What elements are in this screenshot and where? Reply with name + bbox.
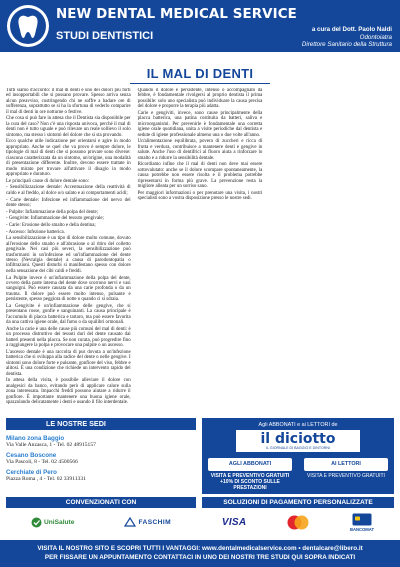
author-role: Odontoiatra (359, 33, 392, 41)
unisalute-logo (31, 517, 74, 528)
article-paragraph: Per maggiori informazioni o per prenotare una visita, i nostri specialisti sono a vostra disposizione presso le nostre sedi. (137, 190, 263, 202)
readers-offer-button[interactable]: AI LETTORI (304, 458, 388, 471)
office-address: Piazza Roma , 4 - Tel. 02 33911331 (6, 476, 86, 483)
tooth-logo-icon (6, 4, 50, 48)
article-paragraph: La sensibilizzazione è un tipo di dolore molto comune, dovuto all'erosione dello smalto e all'abrasione o al ritiro del colletto gengivale. Nei casi più severi, la sensibilizzazione può trasformarsi in un'infezione ed un'infiammazione del dente stesso (Nevralgia dentale) a causa di parodontopatia o infiltrazioni. Questi disturbi si manifestano spesso con dolore nella sensazione dei cibi caldi e freddi. (6, 236, 131, 274)
article-paragraph: Tutti siamo d'accordo: il mal di denti è uno dei dolori più forti ed insopportabili che si possano provare. Spesso arriva senza alcun preavviso, costringendo chi ne soffre a badare ore di sofferenza, soprattutto se si ha la sfortuna di vederlo comparire il mal di denti in ore notturne o festive. (6, 88, 131, 115)
article-paragraph: Le principali cause di dolore dentale sono: (6, 178, 90, 184)
footer-appointment-line: PER FISSARE UN APPUNTAMENTO CONTATTACI IN UNO DEI NOSTRI TRE STUDI QUI SOPRA INDICATI (44, 553, 356, 561)
author-name: a cura del Dott. Paolo Naldi (311, 26, 392, 33)
offices-list (6, 432, 196, 492)
visa-logo: VISA (221, 516, 247, 528)
partners-logos (6, 510, 196, 534)
bancomat-name: BANCOMAT (349, 526, 375, 532)
mastercard-circles-icon (286, 515, 310, 530)
subscribers-offer-text: VISITA E PREVENTIVO GRATUITI +10% DI SCONTO SULLE PRESTAZIONI (210, 473, 290, 492)
article-paragraph: Un'alimentazione equilibrata, povera di zuccheri e ricca di frutta e verdura, contribuisce a mantenere denti e gengive in salute. Anche l'uso di dentifrici al fluoro aiuta a rinforzare lo smalto e a ridurre la sensibilità dentale. (137, 139, 263, 161)
author-credit (302, 26, 392, 49)
diciotto-logo: il diciotto (260, 431, 336, 447)
page-header (0, 0, 400, 52)
article-paragraph: La Gengivite è un'infiammazione delle gengive, che si presentano rosse, gonfie e sanguinanti. La causa principale è l'accumulo di placca batterica e tartaro, ma può essere favorita da una cattiva igiene orale, dal fumo o da squilibri ormonali. (6, 304, 131, 326)
brand-name: NEW DENTAL MEDICAL SERVICE (56, 7, 297, 22)
office-item (6, 452, 196, 466)
article-paragraph: La Pulpite invece è un'infiammazione della polpa del dente, ovvero della parte interna del dente dove scorrono nervi e vasi sanguigni. Può essere causata da una carie profonda o da un trauma. Il dolore può essere molto intenso, pulsante e persistente, spesso peggiora di notte o quando ci si sdraia. (6, 275, 131, 303)
office-name: Cesano Boscone (6, 452, 57, 459)
article-paragraph: Anche la carie è una delle cause più comuni del mal di denti: è un processo distruttivo dei tessuti duri del dente causato dai batteri presenti nella placca. Se non curata, può progredire fino a raggiungere la polpa e provocare una pulpite o un ascesso. (6, 327, 131, 349)
payments-logos (202, 510, 394, 534)
office-address: Via Valle Anzasca, 1 - Tel. 02 48915157 (6, 442, 96, 449)
page-footer (0, 540, 400, 567)
faschim-logo (124, 517, 170, 527)
office-item (6, 469, 196, 483)
article-paragraph: - Gengivite: Infiammazione del tessuto gengivale; (6, 216, 104, 222)
article-paragraph: - Ascesso: Infezione batterica. (6, 229, 65, 235)
article-paragraph: Che cosa si può fare in attesa che il Dentista sia disponibile per la cura del caso? Non c'è una risposta univoca, perché il mal di denti non è tutto uguale e può rilevare un reale sollievo il solo sintomo, ma stesso i sintomi del dolore che si sta provando. (6, 116, 131, 138)
article-body (6, 88, 394, 414)
diciotto-tagline: IL GIORNALE DI BAGGIO E DINTORNI (266, 446, 330, 450)
mastercard-logo (286, 515, 310, 530)
title-divider (130, 83, 270, 84)
article-title: IL MAL DI DENTI (146, 66, 254, 81)
article-paragraph: - Sensibilizzazione dentale: Accentuazione della reattività di caldo e al freddo, al dolce o/o salato e ai comportamenti acidi; (6, 185, 131, 196)
faschim-name: FASCHIM (138, 518, 171, 526)
unisalute-name: UniSalute (44, 518, 75, 526)
brand-subtitle: STUDI DENTISTICI (56, 30, 154, 42)
readers-offer-text: VISITA E PREVENTIVO GRATUITI (307, 473, 385, 479)
article-paragraph: Ecco qualche utile indicazione per orientarsi e agire in modo appropriato. Anche se quel che va provo è sempre dolore, le tipologie di mal di denti che si possono provare sono diverse: ciascuna caratterizzata da un sintomo, un'origine, una modalità di presentazione differente. Inoltre, devono essere trattate in modo mirato per trovare all'attivare il disagio in modo appropriato e duraturo. (6, 139, 131, 178)
office-item (6, 435, 196, 449)
article-paragraph: Ricordiamo infine che il mal di denti non deve mai essere sottovalutato: anche se il dolore scompare spontaneamente, la causa potrebbe non essere risolta e il problema potrebbe ripresentarsi in forma più grave. La prevenzione resta la migliore alleata per un sorriso sano. (137, 162, 263, 190)
footer-website-line[interactable]: VISITA IL NOSTRO SITO E SCOPRI TUTTI I VANTAGGI: www.dentalmedicalservice.com • dentalcare@libero.it (37, 545, 363, 552)
diciotto-promo (202, 418, 394, 494)
promo-intro: Agli ABBONATI e ai LETTORI de (258, 422, 338, 428)
article-paragraph: L'ascesso dentale è una raccolta di pus dovuta a un'infezione batterica che si sviluppa alla radice del dente o nelle gengive. I sintomi sono dolore forte e pulsante, gonfiore del viso, febbre e alitosi. È una condizione che richiede un intervento rapido del dentista. (6, 350, 131, 377)
article-paragraph: - Carie: Erosione dello smalto e della dentina; (6, 222, 96, 228)
diciotto-logo-box (236, 430, 360, 452)
subscribers-offer-button[interactable]: AGLI ABBONATI (208, 458, 292, 471)
author-position: Direttore Sanitario della Struttura (301, 41, 392, 49)
partners-heading: CONVENZIONATI CON (6, 497, 196, 508)
payments-heading: SOLUZIONI DI PAGAMENTO PERSONALIZZATE (202, 497, 394, 508)
article-paragraph: Quando il dolore è persistente, intenso o accompagnato da febbre, è fondamentale rivolgersi al proprio dentista il prima possibile: solo uno specialista può individuare la causa precisa del dolore e proporre la terapia più adatta. (137, 88, 263, 110)
bancomat-card-icon (352, 513, 372, 526)
article-paragraph: Carie e gengiviti, invece, sono cause principalmente della placca batterica, una patina costituita da batteri, saliva e microorganismi. Per prevenirle è fondamentale una corretta igiene orale quotidiana, unita a visite periodiche dal dentista e sedute di igiene professionale almeno una o due volte all'anno. (137, 111, 263, 138)
unisalute-mark-icon (31, 517, 42, 528)
offices-heading: LE NOSTRE SEDI (6, 418, 196, 430)
article-paragraph: In attesa della visita, è possibile alleviare il dolore con analgesici da banco, evitando però di applicare calore sulla zona interessata. Impacchi freddi possono aiutare a ridurre il gonfiore. È importante mantenere una buona igiene orale, spazzolando delicatamente i denti e usando il filo interdentale. (6, 378, 131, 406)
office-address: Via Pascoli, 8 - Tel. 02 4500566 (6, 459, 78, 466)
office-name: Cerchiate di Pero (6, 469, 57, 476)
faschim-mark-icon (124, 517, 136, 527)
office-name: Milano zona Baggio (6, 435, 65, 442)
article-paragraph: - Pulpite: Infiammazione della polpa del dente; (6, 209, 99, 215)
article-paragraph: - Carie dentale: Infezione ed infiammazione del nervo del dente stesso; (6, 197, 131, 208)
bancomat-logo (350, 513, 374, 532)
